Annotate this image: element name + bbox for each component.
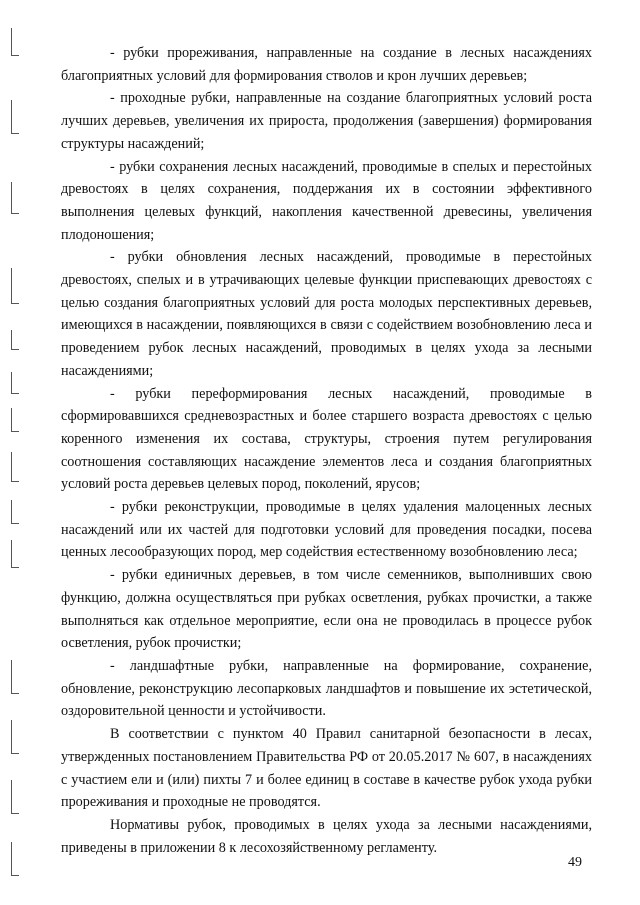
paragraph: - проходные рубки, направленные на создание благоприятных условий роста лучших деревьев, увеличения их прироста, продолжения (завершения) формирования структуры насаждений; bbox=[61, 90, 592, 152]
margin-mark bbox=[8, 452, 22, 482]
paragraph: - ландшафтные рубки, направленные на формирование, сохранение, обновление, реконструкцию лесопарковых ландшафтов и повышение их эстетической, оздоровительной ценности и устойчивости. bbox=[61, 657, 592, 720]
paragraph: - рубки единичных деревьев, в том числе семенников, выполнивших свою функцию, должна осуществляться при рубках осветления, рубках прочистки, а также выполняться как отдельное мероприятие, если она не проводилась в процессе рубок осветления, рубок прочистки; bbox=[61, 567, 592, 652]
page-number: 49 bbox=[568, 855, 582, 870]
margin-mark bbox=[8, 720, 22, 754]
paragraph: В соответствии с пунктом 40 Правил санитарной безопасности в лесах, утвержденных постановлением Правительства РФ от 20.05.2017 № 607, в насаждениях с участием ели и (или) пихты 7 и более единиц в составе в качестве рубок ухода рубки прореживания и проходные не проводятся. bbox=[61, 726, 592, 811]
margin-mark bbox=[8, 660, 22, 694]
margin-mark bbox=[8, 500, 22, 524]
margin-mark bbox=[8, 330, 22, 350]
paragraph: - рубки переформирования лесных насаждений, проводимые в сформировавшихся средневозрастных и более старшего возраста древостоях с целью коренного изменения их состава, структуры, строения путем регулирования соотношения составляющих насаждение элементов леса и создания благоприятных условий роста деревьев целевых пород, поколений, ярусов; bbox=[61, 385, 592, 493]
margin-mark bbox=[8, 372, 22, 394]
paragraph: - рубки сохранения лесных насаждений, проводимые в спелых и перестойных древостоях в целях сохранения, поддержания их в состоянии эффективного выполнения целевых функций, накопления качественной древесины, увеличения плодоношения; bbox=[61, 158, 592, 243]
margin-mark bbox=[8, 28, 22, 56]
margin-mark bbox=[8, 540, 22, 568]
paragraph: Нормативы рубок, проводимых в целях ухода за лесными насаждениями, приведены в приложении 8 к лесохозяйственному регламенту. bbox=[61, 816, 592, 856]
margin-mark bbox=[8, 842, 22, 876]
paragraph: - рубки реконструкции, проводимые в целях удаления малоценных лесных насаждений или их частей для подготовки условий для проведения посадки, посева ценных лесообразующих пород, мер содействия естественному возобновлению леса; bbox=[61, 499, 592, 561]
margin-mark bbox=[8, 268, 22, 304]
paragraph: - рубки прореживания, направленные на создание в лесных насаждениях благоприятных условий для формирования стволов и крон лучших деревьев; bbox=[61, 45, 592, 84]
body-text bbox=[61, 42, 592, 859]
margin-mark bbox=[8, 780, 22, 814]
margin-mark bbox=[8, 408, 22, 432]
scan-margin-marks bbox=[0, 0, 30, 905]
paragraph: - рубки обновления лесных насаждений, проводимые в перестойных древостоях, спелых и в утрачивающих целевые функции приспевающих древостоях с целью создания благоприятных условий для роста молодых перспективных деревьев, имеющихся в насаждении, появляющихся в связи с содействием возобновлению леса и проведением рубок лесных насаждений, проводимых в целях ухода за лесными насаждениями; bbox=[61, 249, 592, 379]
margin-mark bbox=[8, 100, 22, 134]
margin-mark bbox=[8, 182, 22, 214]
